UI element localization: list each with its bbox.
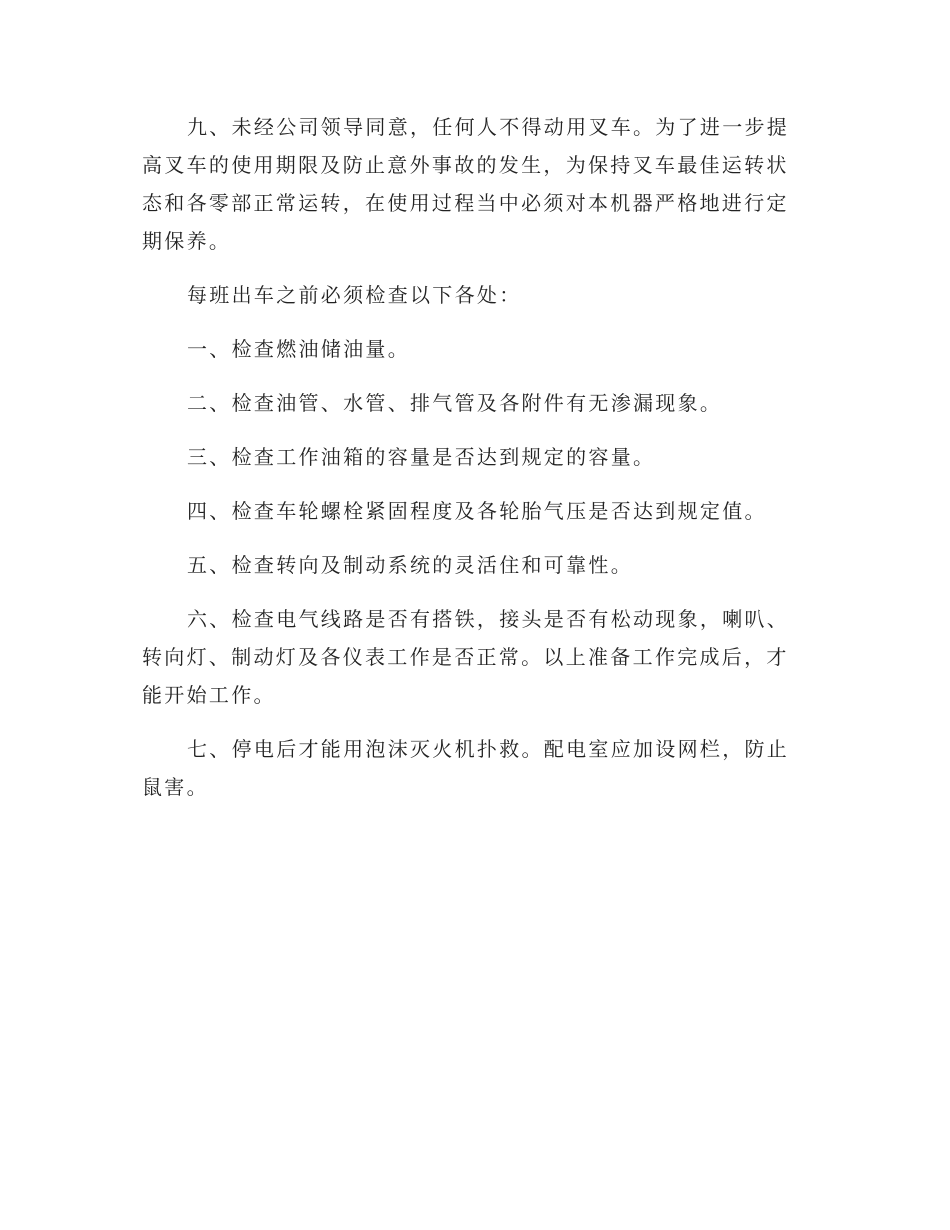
document-body	[142, 108, 808, 822]
paragraph-pre-shift-check-intro: 每班出车之前必须检查以下各处：	[187, 283, 522, 307]
paragraph-check-steering-brakes: 五、检查转向及制动系统的灵活住和可靠性。	[187, 553, 633, 577]
paragraph-fire-safety: 七、停电后才能用泡沫灭火机扑救。配电室应加设网栏，防止鼠害。	[142, 737, 790, 799]
paragraph-check-oil-tank: 三、检查工作油箱的容量是否达到规定的容量。	[187, 445, 656, 469]
paragraph-check-fuel: 一、检查燃油储油量。	[187, 337, 410, 361]
paragraph-check-wheels-tires: 四、检查车轮螺栓紧固程度及各轮胎气压是否达到规定值。	[187, 499, 767, 523]
paragraph-check-electrical: 六、检查电气线路是否有搭铁，接头是否有松动现象，喇叭、转向灯、制动灯及各仪表工作是否正常。以上准备工作完成后，才能开始工作。	[142, 607, 790, 707]
paragraph-check-leaks: 二、检查油管、水管、排气管及各附件有无渗漏现象。	[187, 391, 723, 415]
paragraph-forklift-rule-nine: 九、未经公司领导同意，任何人不得动用叉车。为了进一步提高叉车的使用期限及防止意外事故的发生，为保持叉车最佳运转状态和各零部正常运转，在使用过程当中必须对本机器严格地进行定期保养。	[142, 115, 790, 253]
